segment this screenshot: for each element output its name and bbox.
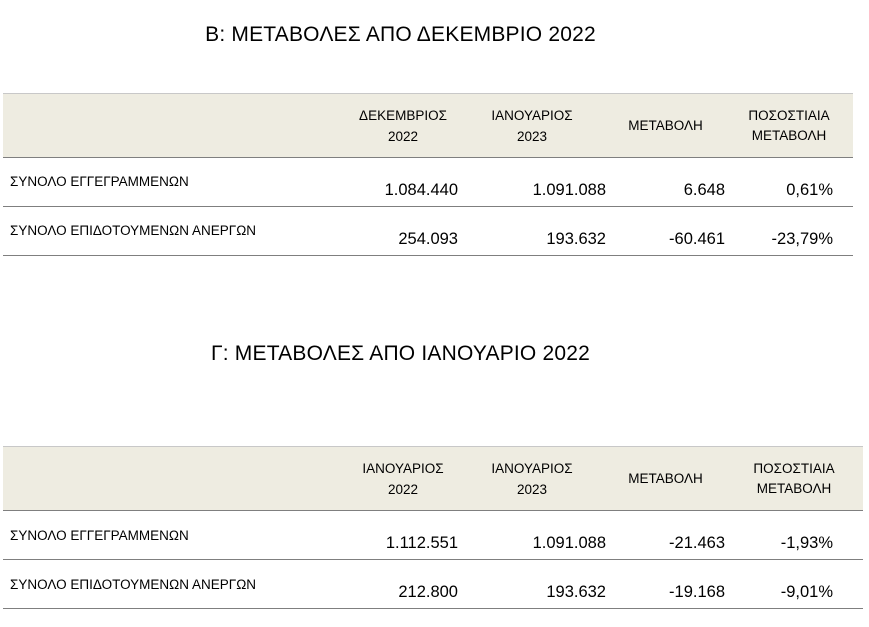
header-row bbox=[3, 447, 863, 511]
row-label: ΣΥΝΟΛΟ ΕΠΙΔΟΤΟΥΜΕΝΩΝ ΑΝΕΡΓΩΝ bbox=[3, 207, 348, 256]
row-label: ΣΥΝΟΛΟ ΕΓΓΕΓΡΑΜΜΕΝΩΝ bbox=[3, 158, 348, 207]
header-label-cell bbox=[3, 94, 348, 158]
header-col-b-line2: 2023 bbox=[516, 481, 548, 497]
cell-col-d: -1,93% bbox=[725, 511, 863, 560]
header-col-b bbox=[458, 447, 606, 511]
header-col-b bbox=[458, 94, 606, 158]
table-row bbox=[3, 207, 853, 256]
cell-col-c: -21.463 bbox=[606, 511, 725, 560]
section-b-title: Β: ΜΕΤΑΒΟΛΕΣ ΑΠΟ ΔΕΚΕΜΒΡΙΟ 2022 bbox=[205, 23, 596, 46]
table-row bbox=[3, 511, 863, 560]
header-col-d-line1: ΠΟΣΟΣΤΙΑΙΑ bbox=[748, 107, 830, 123]
header-col-d-line2: ΜΕΤΑΒΟΛΗ bbox=[756, 480, 832, 496]
header-col-a bbox=[348, 447, 458, 511]
row-label: ΣΥΝΟΛΟ ΕΓΓΕΓΡΑΜΜΕΝΩΝ bbox=[3, 511, 348, 560]
row-label: ΣΥΝΟΛΟ ΕΠΙΔΟΤΟΥΜΕΝΩΝ ΑΝΕΡΓΩΝ bbox=[3, 560, 348, 609]
header-col-b-line1: ΙΑΝΟΥΑΡΙΟΣ bbox=[491, 107, 573, 123]
header-row bbox=[3, 94, 853, 158]
cell-col-b: 193.632 bbox=[458, 207, 606, 256]
section-g-title: Γ: ΜΕΤΑΒΟΛΕΣ ΑΠΟ ΙΑΝΟΥΑΡΙΟ 2022 bbox=[210, 342, 591, 365]
cell-col-b: 1.091.088 bbox=[458, 158, 606, 207]
header-col-c bbox=[606, 94, 725, 158]
header-col-c-line1: ΜΕΤΑΒΟΛΗ bbox=[628, 471, 703, 486]
cell-col-b: 1.091.088 bbox=[458, 511, 606, 560]
cell-col-a: 212.800 bbox=[348, 560, 458, 609]
header-col-c bbox=[606, 447, 725, 511]
cell-col-c: -60.461 bbox=[606, 207, 725, 256]
table-row bbox=[3, 158, 853, 207]
cell-col-b: 193.632 bbox=[458, 560, 606, 609]
header-col-d-line1: ΠΟΣΟΣΤΙΑΙΑ bbox=[753, 460, 835, 476]
cell-col-a: 254.093 bbox=[348, 207, 458, 256]
header-col-d-line2: ΜΕΤΑΒΟΛΗ bbox=[751, 127, 827, 143]
cell-col-a: 1.112.551 bbox=[348, 511, 458, 560]
cell-col-a: 1.084.440 bbox=[348, 158, 458, 207]
header-col-a bbox=[348, 94, 458, 158]
header-col-c-line1: ΜΕΤΑΒΟΛΗ bbox=[628, 118, 703, 133]
cell-col-c: -19.168 bbox=[606, 560, 725, 609]
header-label-cell bbox=[3, 447, 348, 511]
header-col-a-line2: 2022 bbox=[387, 128, 419, 144]
header-col-d bbox=[725, 447, 863, 511]
section-b-table bbox=[3, 93, 853, 256]
table-row bbox=[3, 560, 863, 609]
cell-col-c: 6.648 bbox=[606, 158, 725, 207]
header-col-a-line1: ΔΕΚΕΜΒΡΙΟΣ bbox=[359, 107, 447, 123]
header-col-b-line1: ΙΑΝΟΥΑΡΙΟΣ bbox=[491, 460, 573, 476]
header-col-a-line2: 2022 bbox=[387, 481, 419, 497]
cell-col-d: -23,79% bbox=[725, 207, 853, 256]
header-col-a-line1: ΙΑΝΟΥΑΡΙΟΣ bbox=[362, 460, 444, 476]
cell-col-d: -9,01% bbox=[725, 560, 863, 609]
header-col-b-line2: 2023 bbox=[516, 128, 548, 144]
cell-col-d: 0,61% bbox=[725, 158, 853, 207]
section-g-table bbox=[3, 446, 863, 609]
header-col-d bbox=[725, 94, 853, 158]
